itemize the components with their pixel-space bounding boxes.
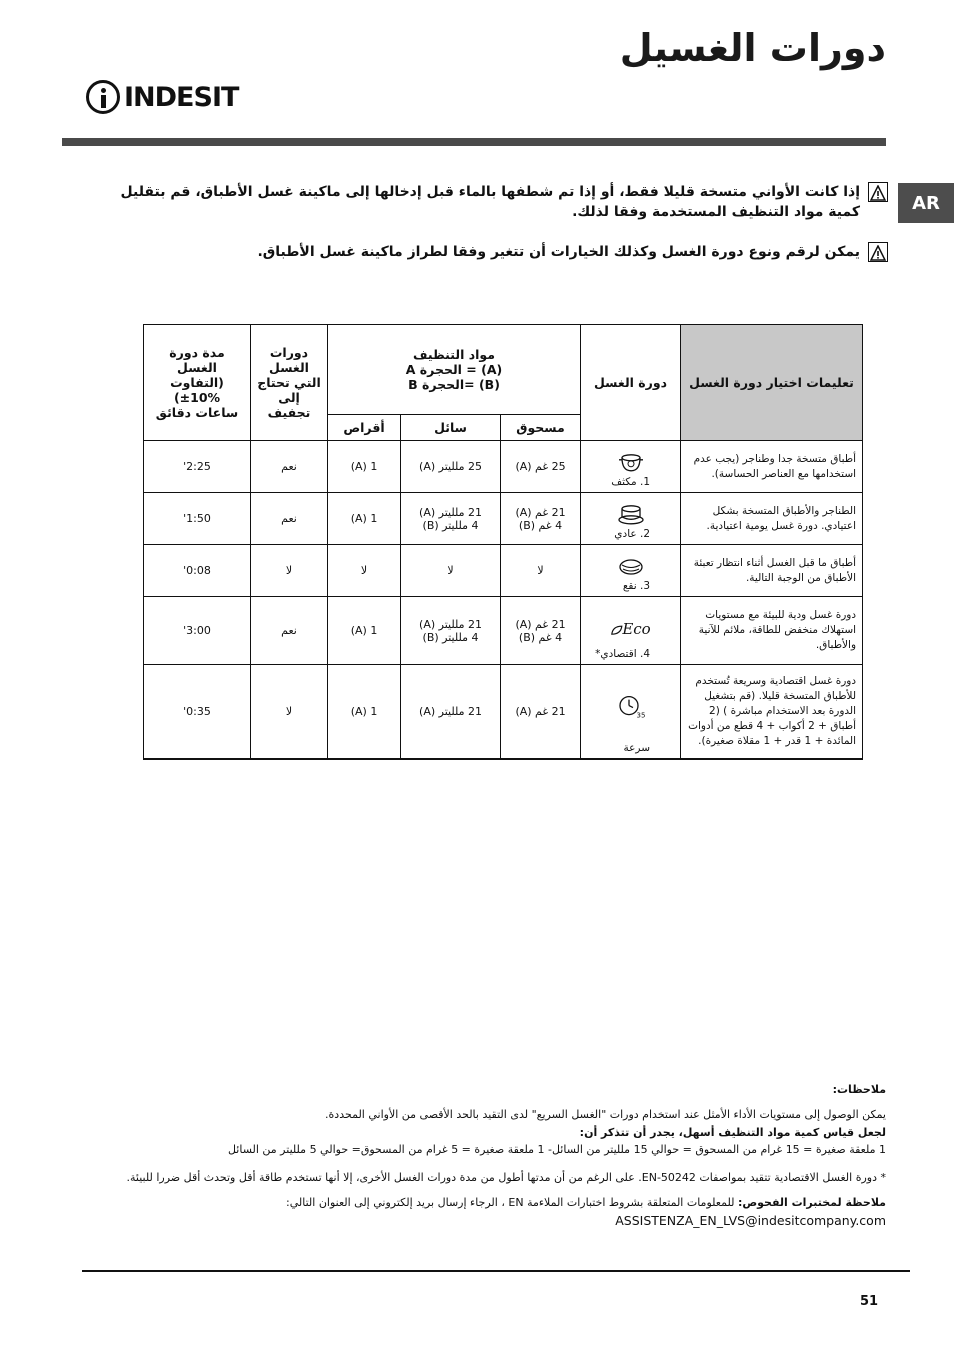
row-cycle-label: 2. عادي <box>614 528 651 540</box>
notes-line-5-text: للمعلومات المتعلقة بشروط اختبارات الملاءمة EN ، الرجاء إرسال بريد إلكتروني إلى العنوان التالي: <box>286 1196 738 1209</box>
warning-triangle-icon <box>868 182 888 202</box>
row-cycle <box>581 665 681 759</box>
notes-line-5-bold: ملاحظة لمختبرات الفحوص: <box>737 1196 886 1209</box>
header-divider <box>62 138 886 146</box>
notes-line-1: يمكن الوصول إلى مستويات الأداء الأمثل عند استخدام دورات "الغسل السريع" لدى التقيد بالحد الأقصى من الأواني المحددة. <box>325 1108 886 1121</box>
row-liquid <box>401 493 501 545</box>
table-row <box>144 441 863 493</box>
table-row <box>144 545 863 597</box>
row-instructions: دورة غسل ودية للبيئة مع مستويات استهلاك منخفض للطاقة، ملائم للآنية والأطباق. <box>681 597 863 665</box>
row-instructions: الطناجر والأطباق المتسخة بشكل اعتيادي. دورة غسل يومية اعتيادية. <box>681 493 863 545</box>
header-instructions: تعليمات اختيار دورة الغسل <box>681 325 863 441</box>
row-drying: نعم <box>251 597 328 665</box>
row-tablets: 1 (A) <box>328 597 401 665</box>
row-liquid-a: 21 ملليتر (A) <box>419 505 483 519</box>
brand-wordmark: INDESIT <box>124 81 239 113</box>
notes-line-4: * دورة الغسل الاقتصادية تتقيد بمواصفات EN-50242. على الرغم من أن مدتها أطول من مدة دورات الغسل الأخرى، إلا أنها تستخدم طاقة أقل وتحدث أقل ضررا للبيئة. <box>126 1171 886 1184</box>
warning-triangle-icon <box>868 242 888 262</box>
row-powder: لا <box>501 545 581 597</box>
row-duration: 3:00' <box>144 597 251 665</box>
warning-text-1: إذا كانت الأواني متسخة قليلا فقط، أو إذا تم شطفها بالماء قبل إدخالها إلى ماكينة غسل الأطباق، قم بتقليل كمية مواد التنظيف المستخدمة وفقا لذلك. <box>120 184 860 220</box>
table-row <box>144 665 863 759</box>
quick-icon <box>617 694 645 723</box>
footer-divider <box>82 1270 910 1272</box>
row-instructions: أطباق ما قبل الغسل أثناء انتظار تعبئة الأطباق من الوجبة التالية. <box>681 545 863 597</box>
contact-email: ASSISTENZA_EN_LVS@indesitcompany.com <box>615 1213 886 1228</box>
eco-icon <box>610 620 650 638</box>
header-duration-l3: ±10%) <box>173 390 221 405</box>
row-cycle <box>581 493 681 545</box>
row-powder-b: 4 غم (B) <box>518 630 563 644</box>
row-cycle-label: 3. نقع <box>622 580 651 592</box>
row-powder-a: 21 غم (A) <box>515 617 566 631</box>
row-instructions: دورة غسل اقتصادية وسريعة تُستخدم للأطباق المتسخة قليلا. (قم بتشغيل الدورة بعد الاستخدام مباشرة ) (2 أطباق + 2 أكواب + 4 قطع من أدوات المائدة + 1 قدر + 1 مقلاة صغيرة). <box>681 665 863 759</box>
row-liquid: 21 ملليتر (A) <box>401 665 501 759</box>
row-duration: 2:25' <box>144 441 251 493</box>
header-cycle: دورة الغسل <box>581 325 681 441</box>
header-drying: دورات الغسل التي تحتاج إلى تجفيف <box>251 325 328 441</box>
wash-cycles-table <box>143 324 863 760</box>
row-liquid-b: 4 ملليتر (B) <box>422 518 479 532</box>
page-title: دورات الغسيل <box>619 26 886 70</box>
row-powder-b: 4 غم (B) <box>518 518 563 532</box>
notes-heading: ملاحظات: <box>832 1083 886 1096</box>
row-cycle-label: 4. اقتصادي* <box>595 648 651 660</box>
row-duration: 0:35' <box>144 665 251 759</box>
row-duration: 0:08' <box>144 545 251 597</box>
notes-line-2: لجعل قياس كمية مواد التنظيف أسهل، يجدر أن تتذكر أن: <box>579 1126 886 1139</box>
header-duration <box>144 325 251 441</box>
header-detergent-a: (A) = الحجرة A <box>405 362 503 377</box>
pan-icon <box>617 502 645 529</box>
row-liquid-b: 4 ملليتر (B) <box>422 630 479 644</box>
row-liquid <box>401 597 501 665</box>
table-row <box>144 493 863 545</box>
row-cycle-label: سرعة <box>623 741 651 754</box>
row-powder <box>501 493 581 545</box>
indesit-logo-icon <box>86 80 120 114</box>
row-liquid: 25 ملليتر (A) <box>401 441 501 493</box>
warning-note-1 <box>88 182 888 222</box>
language-tab: AR <box>898 183 954 223</box>
row-liquid-a: 21 ملليتر (A) <box>419 617 483 631</box>
notes-line-5 <box>66 1195 886 1211</box>
eco-icon-text: Eco <box>622 619 651 638</box>
row-powder-a: 21 غم (A) <box>515 505 566 519</box>
row-drying: نعم <box>251 441 328 493</box>
header-powder: مسحوق <box>501 415 581 441</box>
header-tablets: أقراص <box>328 415 401 441</box>
header-liquid: سائل <box>401 415 501 441</box>
row-cycle <box>581 441 681 493</box>
brand-logo <box>86 74 238 120</box>
row-cycle <box>581 597 681 665</box>
header-detergent-title: مواد التنظيف <box>413 347 495 362</box>
row-cycle <box>581 545 681 597</box>
pot-icon <box>618 450 644 477</box>
row-powder: 25 غم (A) <box>501 441 581 493</box>
page-number: 51 <box>860 1294 879 1309</box>
header-detergent-b: (B) =الحجرة B <box>408 377 500 392</box>
row-tablets: 1 (A) <box>328 665 401 759</box>
row-tablets: 1 (A) <box>328 441 401 493</box>
soak-icon <box>618 556 644 581</box>
row-instructions: أطباق متسخة جدا وطناجر (يجب عدم استخدامها مع العناصر الحساسة). <box>681 441 863 493</box>
row-powder <box>501 597 581 665</box>
table-row <box>144 597 863 665</box>
row-tablets: لا <box>328 545 401 597</box>
warning-note-2 <box>88 242 888 262</box>
row-cycle-label: 1. مكثف <box>611 476 651 488</box>
header-duration-l1: مدة دورة <box>169 345 225 360</box>
row-powder: 21 غم (A) <box>501 665 581 759</box>
notes-line-3: 1 ملعقة صغيرة = 15 غرام من المسحوق = حوالي 15 ملليتر من السائل- 1 ملعقة صغيرة = 5 غرام من المسحوق= حوالي 5 ملليتر من السائل <box>227 1143 886 1156</box>
row-drying: لا <box>251 545 328 597</box>
quick-icon-text: 35 <box>636 711 646 720</box>
row-drying: نعم <box>251 493 328 545</box>
row-liquid: لا <box>401 545 501 597</box>
warning-text-2: يمكن لرقم ونوع دورة الغسل وكذلك الخيارات أن تتغير وفقا لطراز ماكينة غسل الأطباق. <box>257 244 860 260</box>
row-duration: 1:50' <box>144 493 251 545</box>
header-duration-l4: ساعات دقائق <box>155 405 239 420</box>
header-detergent <box>328 325 581 415</box>
row-drying: لا <box>251 665 328 759</box>
row-tablets: 1 (A) <box>328 493 401 545</box>
header-duration-l2: الغسل (التفاوت <box>170 360 224 390</box>
